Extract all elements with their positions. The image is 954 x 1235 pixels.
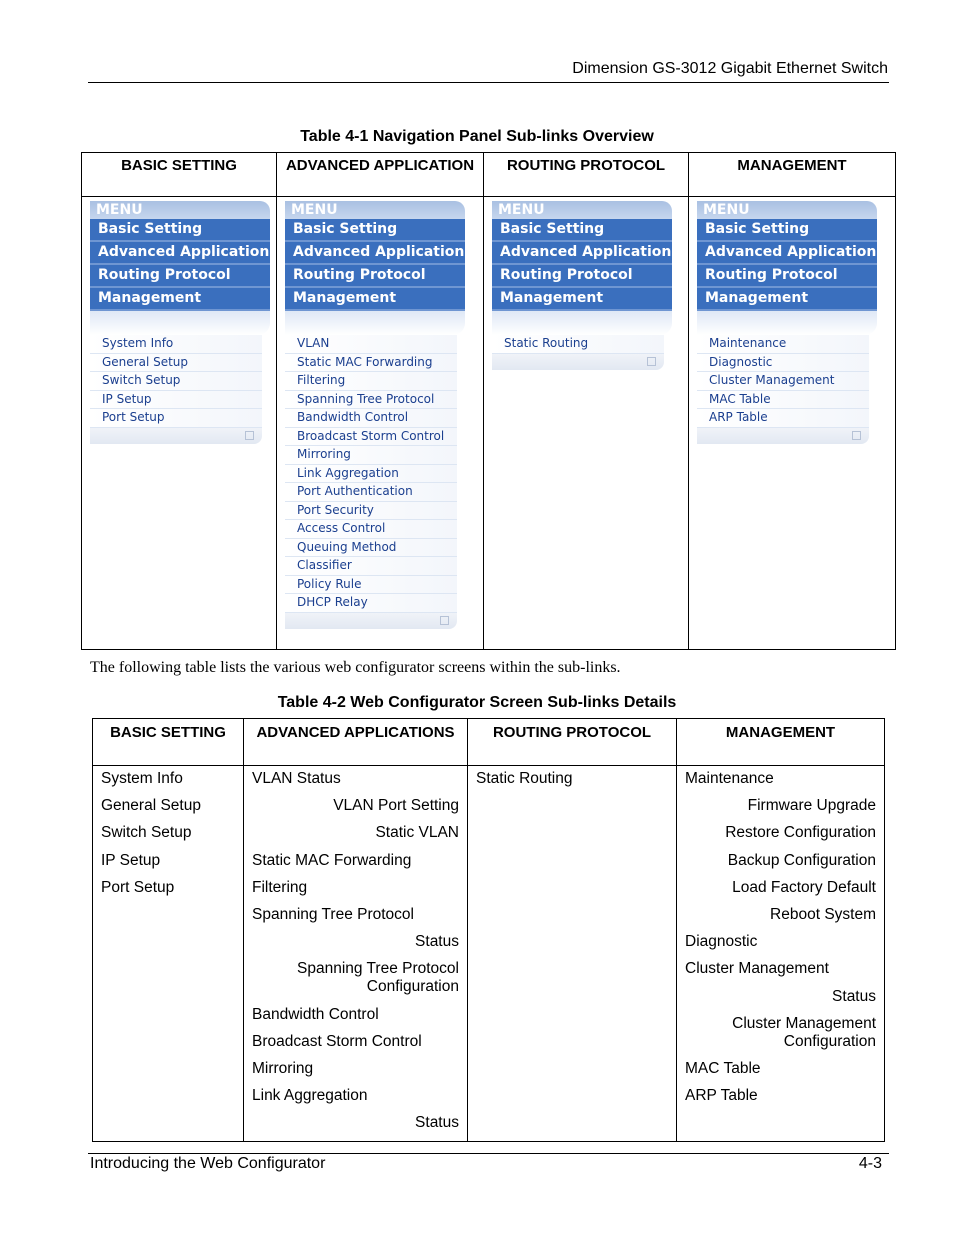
navigation-panel-table [81, 152, 896, 650]
menu-item[interactable]: Routing Protocol [90, 265, 270, 288]
screen-entry: IP Setup [101, 851, 161, 869]
menu-panel-advanced [285, 201, 465, 629]
sublink-item[interactable]: System Info [90, 335, 262, 354]
menu-item[interactable]: Routing Protocol [492, 265, 672, 288]
sub-screen-entry: Cluster Management Configuration [732, 1014, 876, 1050]
sublink-item[interactable]: General Setup [90, 354, 262, 373]
resize-grip-icon [852, 431, 861, 440]
sublink-item[interactable]: IP Setup [90, 391, 262, 410]
t1-col-management: MANAGEMENT [689, 153, 896, 197]
table2-caption: Table 4-2 Web Configurator Screen Sub-links Details [277, 694, 677, 711]
sublink-item[interactable]: Link Aggregation [285, 465, 457, 484]
t1-col-advanced: ADVANCED APPLICATION [277, 153, 484, 197]
t2-col-advanced: ADVANCED APPLICATIONS [244, 719, 468, 766]
footer-page-number: 4-3 [858, 1155, 882, 1172]
screen-entry: Bandwidth Control [252, 1005, 379, 1023]
resize-grip-icon [647, 357, 656, 366]
menu-item[interactable]: Routing Protocol [285, 265, 465, 288]
screen-entry: Maintenance [685, 770, 774, 787]
sub-screen-entry: Firmware Upgrade [747, 797, 876, 815]
footer-section-title: Introducing the Web Configurator [90, 1155, 326, 1172]
sublink-item[interactable]: Bandwidth Control [285, 409, 457, 428]
screen-entry: Static Routing [476, 770, 573, 787]
screen-entry: Broadcast Storm Control [252, 1032, 422, 1050]
menu-item[interactable]: Basic Setting [285, 219, 465, 242]
table1-caption: Table 4-1 Navigation Panel Sub-links Overview [300, 128, 654, 145]
sublink-item[interactable]: Maintenance [697, 335, 869, 354]
menu-panel-management [697, 201, 877, 444]
footer-rule [88, 1153, 889, 1154]
screen-entry: Link Aggregation [252, 1087, 368, 1105]
screen-entry: Filtering [252, 878, 308, 896]
t2-cell-basic [93, 766, 244, 1142]
screen-entry: General Setup [101, 797, 201, 815]
menu-title: MENU [90, 201, 270, 219]
sublink-item[interactable]: Filtering [285, 372, 457, 391]
page-header-title: Dimension GS-3012 Gigabit Ethernet Switch [572, 60, 888, 77]
t1-cell-basic [82, 197, 277, 650]
resize-grip-icon [245, 431, 254, 440]
menu-title: MENU [285, 201, 465, 219]
sublink-list [492, 335, 672, 354]
sub-screen-entry: VLAN Port Setting [333, 797, 459, 815]
menu-item[interactable]: Basic Setting [90, 219, 270, 242]
resize-grip-icon [440, 616, 449, 625]
menu-item[interactable]: Management [285, 288, 465, 311]
t1-cell-management [689, 197, 896, 650]
screen-entry: VLAN Status [252, 770, 341, 787]
screen-entry: Spanning Tree Protocol [252, 905, 414, 923]
sublink-item[interactable]: Port Authentication [285, 483, 457, 502]
menu-item[interactable]: Advanced Application [697, 242, 877, 265]
menu-footer [492, 354, 664, 370]
screen-entry: Cluster Management [685, 960, 829, 978]
menu-title: MENU [492, 201, 672, 219]
sublink-item[interactable]: Policy Rule [285, 576, 457, 595]
menu-footer [90, 428, 262, 444]
sub-screen-entry: Status [832, 987, 876, 1005]
menu-separator [492, 311, 672, 335]
menu-item[interactable]: Management [492, 288, 672, 311]
menu-footer [285, 613, 457, 629]
sublink-item[interactable]: Access Control [285, 520, 457, 539]
menu-separator [285, 311, 465, 335]
t1-cell-routing [484, 197, 689, 650]
t1-col-routing: ROUTING PROTOCOL [484, 153, 689, 197]
sublink-item[interactable]: Switch Setup [90, 372, 262, 391]
intro-paragraph: The following table lists the various web configurator screens within the sub-links. [90, 659, 621, 676]
menu-separator [697, 311, 877, 335]
sublink-item[interactable]: Classifier [285, 557, 457, 576]
menu-footer [697, 428, 869, 444]
sublink-item[interactable]: Static Routing [492, 335, 664, 354]
screen-entry: Switch Setup [101, 824, 192, 842]
sub-screen-entry: Status [415, 933, 459, 951]
sublink-item[interactable]: Port Setup [90, 409, 262, 428]
sublink-item[interactable]: Diagnostic [697, 354, 869, 373]
sublink-list [697, 335, 877, 428]
t1-cell-advanced [277, 197, 484, 650]
screen-entry: Diagnostic [685, 933, 758, 951]
sublink-item[interactable]: Queuing Method [285, 539, 457, 558]
t2-col-basic: BASIC SETTING [93, 719, 244, 766]
sub-screen-entry: Reboot System [770, 905, 876, 923]
screen-entry: ARP Table [685, 1087, 758, 1105]
t2-col-routing: ROUTING PROTOCOL [468, 719, 677, 766]
sublink-item[interactable]: Spanning Tree Protocol [285, 391, 457, 410]
sublink-item[interactable]: MAC Table [697, 391, 869, 410]
menu-item[interactable]: Management [90, 288, 270, 311]
t2-cell-advanced [244, 766, 468, 1142]
screen-entry: System Info [101, 770, 183, 787]
t1-col-basic: BASIC SETTING [82, 153, 277, 197]
header-rule [88, 82, 889, 83]
menu-title: MENU [697, 201, 877, 219]
menu-item[interactable]: Advanced Application [285, 242, 465, 265]
menu-item[interactable]: Routing Protocol [697, 265, 877, 288]
sublink-item[interactable]: DHCP Relay [285, 594, 457, 613]
sublink-item[interactable]: ARP Table [697, 409, 869, 428]
menu-item[interactable]: Basic Setting [697, 219, 877, 242]
sublink-list [90, 335, 270, 428]
sublink-item[interactable]: Broadcast Storm Control [285, 428, 457, 447]
sub-screen-entry: Spanning Tree Protocol Configuration [297, 960, 459, 996]
menu-item[interactable]: Advanced Application [90, 242, 270, 265]
t2-cell-management [677, 766, 885, 1142]
sub-screen-entry: Restore Configuration [725, 824, 876, 842]
sublink-item[interactable]: Static MAC Forwarding [285, 354, 457, 373]
menu-item[interactable]: Advanced Application [492, 242, 672, 265]
screen-entry: MAC Table [685, 1059, 761, 1077]
menu-panel-basic [90, 201, 270, 444]
t2-cell-routing [468, 766, 677, 1142]
sub-screen-entry: Backup Configuration [727, 851, 876, 869]
sub-screen-entry: Status [415, 1114, 459, 1132]
menu-item[interactable]: Management [697, 288, 877, 311]
menu-separator [90, 311, 270, 335]
t2-col-management: MANAGEMENT [677, 719, 885, 766]
screen-sublinks-table [92, 718, 885, 1142]
sub-screen-entry: Load Factory Default [732, 878, 876, 896]
screen-entry: Static MAC Forwarding [252, 851, 412, 869]
sublink-list [285, 335, 465, 613]
sub-screen-entry: Static VLAN [375, 824, 459, 842]
screen-entry: Port Setup [101, 878, 175, 896]
menu-panel-routing [492, 201, 672, 370]
sublink-item[interactable]: Mirroring [285, 446, 457, 465]
sublink-item[interactable]: Port Security [285, 502, 457, 521]
sublink-item[interactable]: Cluster Management [697, 372, 869, 391]
sublink-item[interactable]: VLAN [285, 335, 457, 354]
screen-entry: Mirroring [252, 1059, 314, 1077]
menu-item[interactable]: Basic Setting [492, 219, 672, 242]
